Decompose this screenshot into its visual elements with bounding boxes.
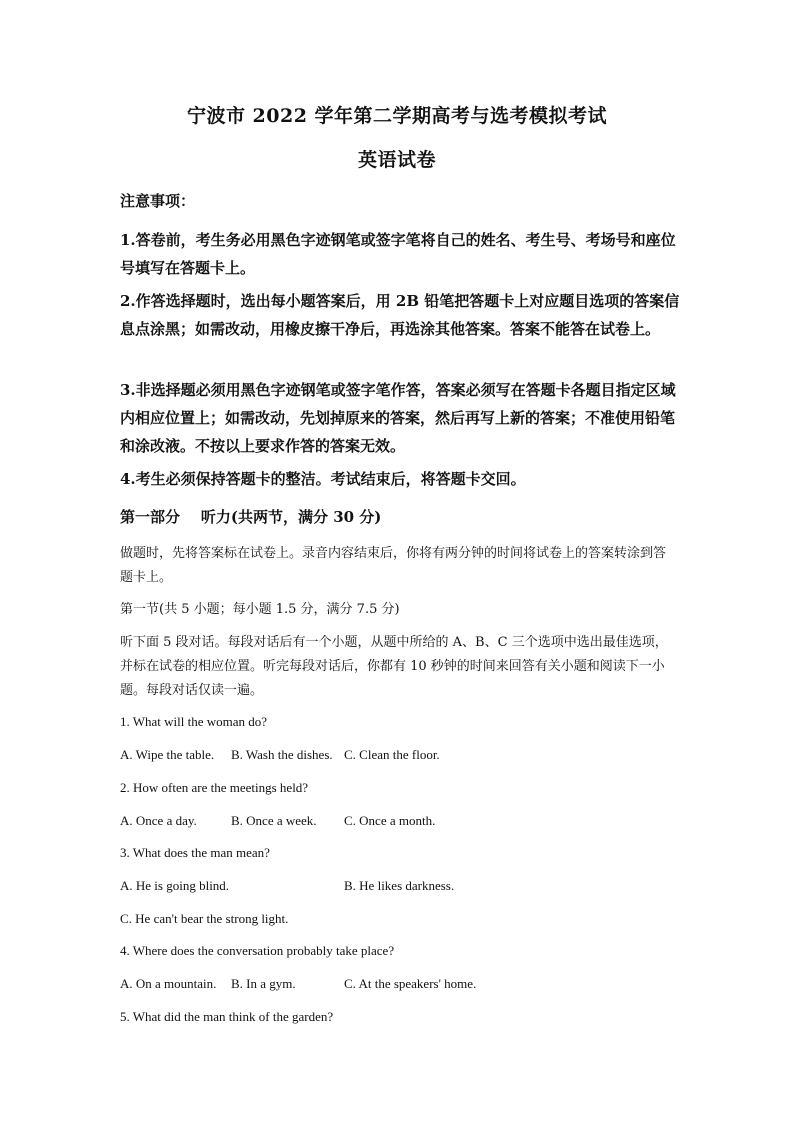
question-4-option-a: A. On a mountain. <box>120 976 217 991</box>
question-2-option-b: B. Once a week. <box>231 813 317 828</box>
question-2-option-a: A. Once a day. <box>120 813 197 828</box>
question-1-option-b: B. Wash the dishes. <box>231 747 333 762</box>
question-5: 5. What did the man think of the garden? <box>120 1009 334 1024</box>
question-4: 4. Where does the conversation probably take place? <box>120 943 395 958</box>
notice-heading: 注意事项： <box>120 192 196 210</box>
question-4-option-b: B. In a gym. <box>231 976 296 991</box>
notice-rule-2: 2.作答选择题时，选出每小题答案后，用 2B 铅笔把答题卡上对应题目选项的答案信息点涂黑；如需改动，用橡皮擦干净后，再选涂其他答案。答案不能答在试卷上。 <box>120 292 680 338</box>
question-2: 2. How often are the meetings held? <box>120 780 309 795</box>
notice-rule-1: 1.答卷前，考生务必用黑色字迹钢笔或签字笔将自己的姓名、考生号、考场号和座位号填写在答题卡上。 <box>120 231 676 277</box>
part1-heading: 第一部分 听力(共两节，满分 30 分) <box>120 508 382 526</box>
question-1-option-a: A. Wipe the table. <box>120 747 215 762</box>
question-2-option-c: C. Once a month. <box>344 813 436 828</box>
section1-heading: 第一节(共 5 小题；每小题 1.5 分，满分 7.5 分) <box>120 602 400 617</box>
part1-intro: 做题时，先将答案标在试卷上。录音内容结束后，你将有两分钟的时间将试卷上的答案转涂到答题卡上。 <box>120 546 667 585</box>
notice-rule-3: 3.非选择题必须用黑色字迹钢笔或签字笔作答，答案必须写在答题卡各题目指定区域内相应位置上；如需改动，先划掉原来的答案，然后再写上新的答案；不准使用铅笔和涂改液。不按以上要求作答的答案无效。 <box>120 381 676 455</box>
notice-rule-4: 4.考生必须保持答题卡的整洁。考试结束后，将答题卡交回。 <box>120 470 526 488</box>
exam-title: 宁波市 2022 学年第二学期高考与选考模拟考试 <box>186 105 608 127</box>
question-4-option-c: C. At the speakers' home. <box>344 976 477 991</box>
question-3-option-c: C. He can't bear the strong light. <box>120 911 289 926</box>
question-3-option-b: B. He likes darkness. <box>344 878 455 893</box>
section1-intro: 听下面 5 段对话。每段对话后有一个小题，从题中所给的 A、B、C 三个选项中选出最佳选项，并标在试卷的相应位置。听完每段对话后，你都有 10 秒钟的时间来回答有关小题和阅读下一小题。每段对话仅读一遍。 <box>120 635 668 698</box>
question-1: 1. What will the woman do? <box>120 714 268 729</box>
question-3-option-a: A. He is going blind. <box>120 878 230 893</box>
question-3: 3. What does the man mean? <box>120 845 270 860</box>
exam-subtitle: 英语试卷 <box>357 149 436 171</box>
question-1-option-c: C. Clean the floor. <box>344 747 440 762</box>
